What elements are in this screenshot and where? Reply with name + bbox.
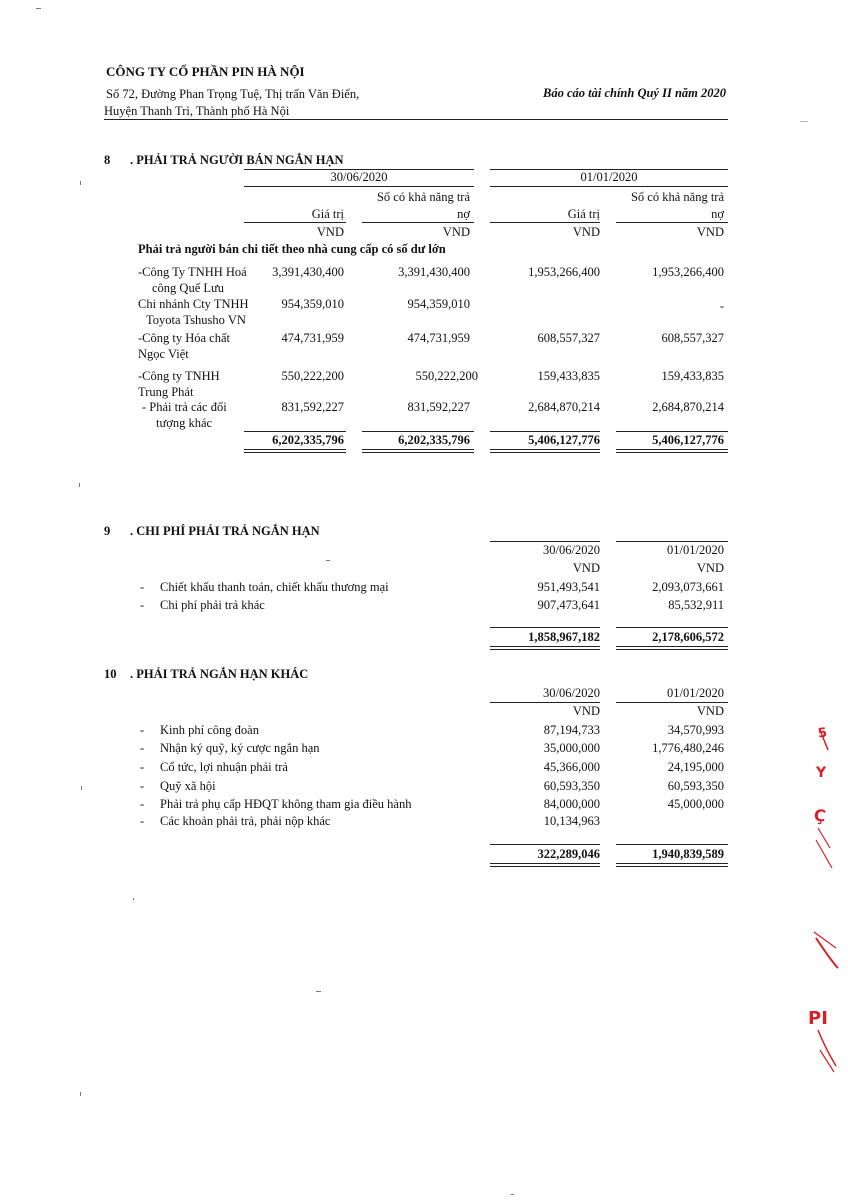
scan-speck [80,181,81,185]
s10-row-value: 84,000,000 [543,797,600,811]
stamp-ring-arcs [806,700,846,1100]
section8-period2: 01/01/2020 [580,170,638,184]
s9-row-value: 951,493,541 [537,580,600,594]
section9-number: 9 [104,524,111,538]
s8-row-name-cont: Ngọc Việt [138,347,189,361]
section8-period2-subrule [490,186,728,187]
stamp-fragment: 5 [817,725,829,742]
s9-row-label: Chi phí phải trả khác [160,598,265,612]
scan-speck [81,786,82,790]
s10-row-label: Quỹ xã hội [160,779,216,793]
s8-pay-label-2b: nợ [711,207,724,221]
company-name: CÔNG TY CỔ PHẦN PIN HÀ NỘI [106,64,305,79]
s8-row-value: - [719,299,724,313]
s10-row-value: 24,195,000 [667,760,724,774]
s10-total-1: 322,289,046 [537,847,600,861]
s8-total-4: 5,406,127,776 [652,433,724,447]
s8-row-value: 608,557,327 [661,331,724,345]
s8-total-double-rule-4 [616,449,728,453]
s8-unit-rule-3 [490,222,600,223]
s8-row-name: -Công ty Hóa chất [138,331,230,345]
s9-total-rule-1 [490,627,600,628]
s8-total-double-rule-1 [244,449,346,453]
s8-row-name: - Phải trả các đối [142,400,227,414]
s8-row-name-cont: công Quế Lưu [152,281,225,295]
scan-speck [511,1194,514,1195]
s8-row-value: 608,557,327 [537,331,600,345]
s10-row-bullet: - [140,760,145,774]
s8-unit-4: VND [696,225,724,239]
stamp-fragment: Ç [812,805,828,826]
s10-period2: 01/01/2020 [667,686,724,700]
stamp-fragment: Y [816,765,827,781]
s9-unit-1: VND [572,561,600,575]
s9-total-1: 1,858,967,182 [528,630,600,644]
s8-row-value: 1,953,266,400 [652,265,724,279]
s10-total-double-rule-1 [490,863,600,867]
s8-total-rule-3 [490,431,600,432]
s10-row-value: 35,000,000 [543,741,600,755]
s9-total-rule-2 [616,627,728,628]
s9-row-label: Chiết khấu thanh toán, chiết khấu thương mại [160,580,389,594]
s8-row-value: 1,953,266,400 [528,265,600,279]
s8-row-value: 2,684,870,214 [528,400,600,414]
s10-row-value: 45,000,000 [667,797,724,811]
scan-speck [326,560,330,561]
s10-total-rule-1 [490,844,600,845]
s10-total-2: 1,940,839,589 [652,847,724,861]
scan-speck [80,1092,81,1096]
s10-period1: 30/06/2020 [543,686,600,700]
s9-row-value: 85,532,911 [668,598,724,612]
s8-pay-label-1b: nợ [457,207,470,221]
s8-total-double-rule-2 [362,449,474,453]
s9-total-double-rule-1 [490,646,600,650]
s8-pay-label-1a: Số có khả năng trả [376,190,470,204]
s10-row-value: 1,776,480,246 [652,741,724,755]
section8-period1-subrule [244,186,474,187]
s9-row-value: 907,473,641 [537,598,600,612]
s9-period2: 01/01/2020 [667,543,724,557]
s9-unit-2: VND [696,561,724,575]
scan-speck [316,991,321,992]
s8-row-value: 3,391,430,400 [398,265,470,279]
company-address-line2: Huyện Thanh Trì, Thành phố Hà Nội [104,104,290,118]
s10-row-bullet: - [140,797,145,811]
s10-total-rule-2 [616,844,728,845]
s8-row-name: -Công Ty TNHH Hoá [138,265,247,279]
s10-row-value: 10,134,963 [543,814,600,828]
s9-period-rule-1 [490,541,600,542]
s10-row-bullet: - [140,723,145,737]
s10-total-double-rule-2 [616,863,728,867]
section8-title: . PHẢI TRẢ NGƯỜI BÁN NGẮN HẠN [130,153,344,167]
scan-speck [133,898,134,900]
s8-unit-rule-2 [362,222,474,223]
s8-row-value: 159,433,835 [537,369,600,383]
s10-period-rule-2 [616,702,728,703]
section10-title: . PHẢI TRẢ NGẮN HẠN KHÁC [130,667,309,681]
s9-period1: 30/06/2020 [543,543,600,557]
s10-row-value: 34,570,993 [667,723,724,737]
section8-number: 8 [104,153,111,167]
s9-total-2: 2,178,606,572 [652,630,724,644]
section10-number: 10 [104,667,117,681]
s8-value-label-1: Giá trị [311,207,344,221]
s9-row-bullet: - [140,580,145,594]
company-address-line1: Số 72, Đường Phan Trọng Tuệ, Thị trấn Văn Điển, [106,87,360,101]
s8-row-value: 474,731,959 [281,331,344,345]
s10-period-rule-1 [490,702,600,703]
s8-row-value: 550,222,200 [415,369,478,383]
section8-period1: 30/06/2020 [330,170,388,184]
s10-row-bullet: - [140,814,145,828]
s8-total-rule-4 [616,431,728,432]
stamp-fragment: PI [808,1008,828,1029]
s8-unit-2: VND [442,225,470,239]
s8-total-3: 5,406,127,776 [528,433,600,447]
s8-row-name-cont: tượng khác [156,416,213,430]
s8-unit-3: VND [572,225,600,239]
s8-row-value: 831,592,227 [407,400,470,414]
s8-row-name: -Công ty TNHH [138,369,220,383]
s10-row-value: 60,593,350 [543,779,600,793]
s10-row-label: Cổ tức, lợi nhuận phải trả [160,760,288,774]
s8-row-name-cont: Toyota Tshusho VN [146,313,246,327]
s8-row-value: 2,684,870,214 [652,400,724,414]
s8-total-rule-2 [362,431,474,432]
s8-row-value: 954,359,010 [281,297,344,311]
s8-unit-rule-1 [244,222,346,223]
s10-row-label: Nhận ký quỹ, ký cược ngắn hạn [160,741,320,755]
s10-row-value: 45,366,000 [543,760,600,774]
s8-row-value: 474,731,959 [407,331,470,345]
s10-row-label: Các khoản phải trả, phải nộp khác [160,814,331,828]
s10-row-label: Kinh phí công đoàn [160,723,259,737]
s8-row-value: 954,359,010 [407,297,470,311]
s8-row-value: 3,391,430,400 [272,265,344,279]
s9-row-bullet: - [140,598,145,612]
s8-unit-rule-4 [616,222,728,223]
header-rule [104,119,728,120]
section9-title: . CHI PHÍ PHẢI TRẢ NGẮN HẠN [130,524,320,538]
s10-unit-2: VND [696,704,724,718]
s10-row-value: 60,593,350 [667,779,724,793]
scan-speck [36,8,41,9]
s8-row-name: Chi nhánh Cty TNHH [138,297,249,311]
scan-speck [79,483,80,487]
s10-unit-1: VND [572,704,600,718]
s8-total-double-rule-3 [490,449,600,453]
s8-unit-1: VND [316,225,344,239]
s8-total-1: 6,202,335,796 [272,433,344,447]
s10-row-bullet: - [140,779,145,793]
s8-total-2: 6,202,335,796 [398,433,470,447]
s10-row-value: 87,194,733 [543,723,600,737]
s8-row-value: 159,433,835 [661,369,724,383]
scan-speck [800,121,808,122]
s9-total-double-rule-2 [616,646,728,650]
s10-row-label: Phải trả phụ cấp HĐQT không tham gia điều hành [160,797,412,811]
s8-total-rule-1 [244,431,346,432]
s8-row-name-cont: Trung Phát [138,385,194,399]
s9-row-value: 2,093,073,661 [652,580,724,594]
s8-row-value: 550,222,200 [281,369,344,383]
s8-row-value: 831,592,227 [281,400,344,414]
s10-row-bullet: - [140,741,145,755]
s8-value-label-2: Giá trị [567,207,600,221]
s8-pay-label-2a: Số có khả năng trả [630,190,724,204]
section8-subheading: Phải trả người bán chi tiết theo nhà cung cấp có số dư lớn [138,242,446,256]
report-title: Báo cáo tài chính Quý II năm 2020 [542,86,726,100]
s9-period-rule-2 [616,541,728,542]
